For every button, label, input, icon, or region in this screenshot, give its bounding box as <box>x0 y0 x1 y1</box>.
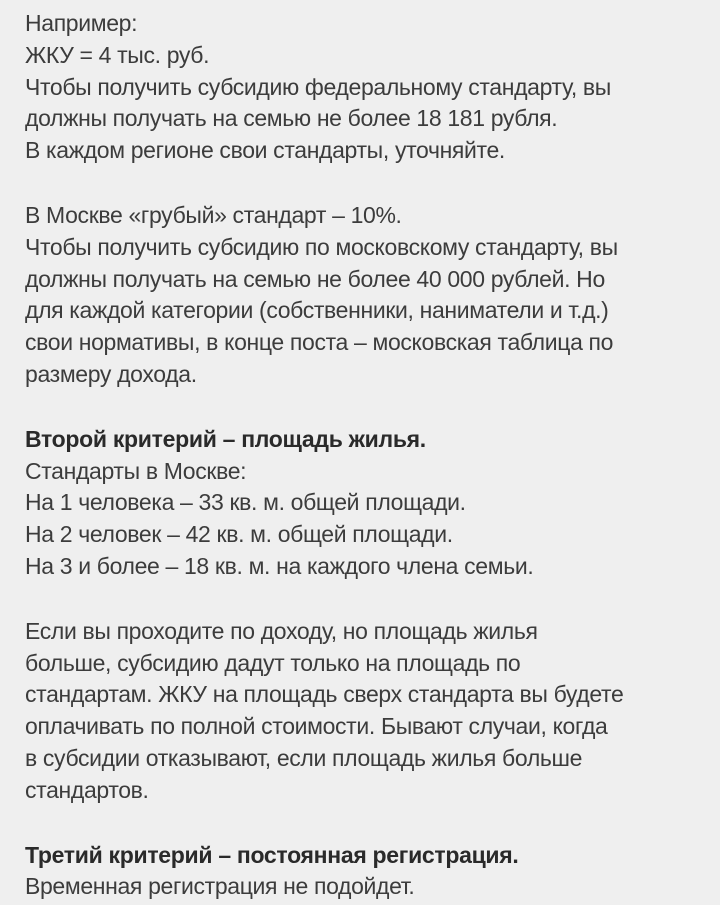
text-line: Например: <box>25 10 138 36</box>
text-line: Временная регистрация не подойдет. <box>25 873 415 900</box>
text-line: ЖКУ = 4 тыс. руб. <box>25 41 210 68</box>
registration-section <box>25 840 720 904</box>
paragraph-gap <box>25 167 720 200</box>
text-line: В Москве «грубый» стандарт – 10%. <box>25 201 402 228</box>
paragraph-gap <box>25 807 720 840</box>
text-line: Если вы проходите по доходу, но площадь жилья <box>25 617 538 644</box>
text-line: В каждом регионе свои стандарты, уточняйте. <box>25 137 505 164</box>
text-line: размеру дохода. <box>25 360 197 387</box>
section-heading: Третий критерий – постоянная регистрация. <box>25 841 519 868</box>
text-line: оплачивать по полной стоимости. Бывают случаи, когда <box>25 713 608 740</box>
paragraph-gap <box>25 391 720 424</box>
text-line: На 2 человек – 42 кв. м. общей площади. <box>25 521 453 548</box>
section-heading: Второй критерий – площадь жилья. <box>25 425 426 452</box>
area-note-paragraph <box>25 616 720 807</box>
text-line: стандартам. ЖКУ на площадь сверх стандарта вы будете <box>25 681 624 708</box>
text-line: стандартов. <box>25 776 149 803</box>
moscow-standard-paragraph <box>25 200 720 391</box>
housing-area-section <box>25 424 720 583</box>
paragraph-gap <box>25 583 720 616</box>
text-line: Чтобы получить субсидию федеральному стандарту, вы <box>25 73 611 100</box>
text-line: свои нормативы, в конце поста – московская таблица по <box>25 329 614 356</box>
example-paragraph <box>25 8 720 167</box>
text-line: в субсидии отказывают, если площадь жилья больше <box>25 744 583 771</box>
text-line: больше, субсидию дадут только на площадь по <box>25 649 521 676</box>
text-line: На 1 человека – 33 кв. м. общей площади. <box>25 489 466 516</box>
document-body <box>25 8 720 903</box>
text-line: На 3 и более – 18 кв. м. на каждого члена семьи. <box>25 552 534 579</box>
text-line: должны получать на семью не более 18 181 рубля. <box>25 105 558 132</box>
text-line: Стандарты в Москве: <box>25 457 247 484</box>
text-line: для каждой категории (собственники, наниматели и т.д.) <box>25 297 609 324</box>
text-line: Чтобы получить субсидию по московскому стандарту, вы <box>25 233 618 260</box>
text-line: должны получать на семью не более 40 000 рублей. Но <box>25 265 605 292</box>
